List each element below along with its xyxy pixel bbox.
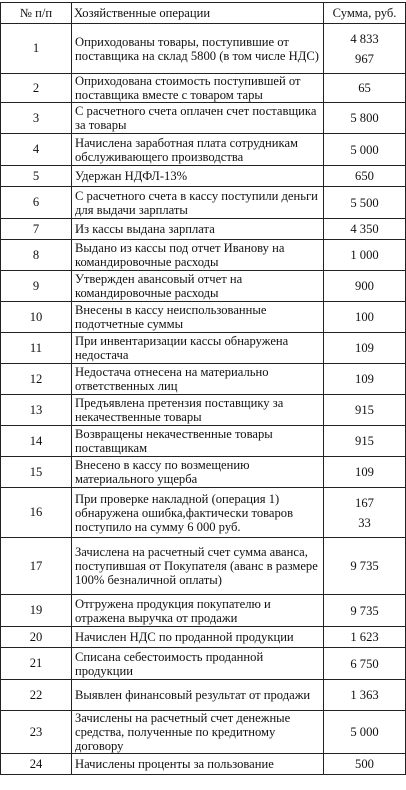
row-operation: Зачислены на расчетный счет денежные средства, полученные по кредитному договору [72, 711, 324, 754]
sum-value: 915 [355, 434, 374, 448]
row-operation: Утвержден авансовый отчет на командировочные расходы [72, 271, 324, 302]
sum-value: 9 735 [350, 603, 379, 618]
row-sum [324, 538, 406, 595]
table-row [1, 395, 406, 426]
row-number: 24 [1, 754, 72, 775]
sum-value: 5 800 [350, 111, 379, 125]
sum-value: 109 [355, 372, 374, 386]
sum-value: 1 000 [350, 248, 379, 262]
table-header-row [1, 3, 406, 24]
row-number: 2 [1, 74, 72, 103]
sum-value: 4 350 [350, 222, 379, 236]
table-row [1, 488, 406, 538]
row-number: 17 [1, 538, 72, 595]
row-sum [324, 648, 406, 680]
row-sum [324, 488, 406, 538]
table-row [1, 187, 406, 219]
row-operation: Зачислена на расчетный счет сумма аванса, поступившая от Покупателя (аванс в размере 100% безналичной оплаты) [72, 538, 324, 595]
table-row [1, 103, 406, 134]
row-sum [324, 103, 406, 134]
sum-value: 100 [355, 310, 374, 324]
table-row [1, 24, 406, 74]
row-operation: Оприходована стоимость поступившей от поставщика вместе с товаром тары [72, 74, 324, 103]
row-operation: Списана себестоимость проданной продукции [72, 648, 324, 680]
sum-value: 900 [355, 279, 374, 293]
header-num: № п/п [1, 3, 72, 24]
table-body [1, 24, 406, 775]
sum-value: 109 [355, 465, 374, 479]
sum-value: 650 [355, 169, 374, 183]
row-operation: При проверке накладной (операция 1) обнаружена ошибка,фактически товаров поступило на сумму 6 000 руб. [72, 488, 324, 538]
row-sum [324, 364, 406, 395]
row-operation: Удержан НДФЛ-13% [72, 166, 324, 187]
sum-value: 109 [355, 341, 374, 355]
row-sum [324, 627, 406, 648]
table-row [1, 134, 406, 166]
row-sum [324, 333, 406, 364]
sum-value: 65 [358, 81, 371, 95]
row-number: 7 [1, 219, 72, 240]
table-row [1, 240, 406, 271]
table-row [1, 711, 406, 754]
table-row [1, 538, 406, 595]
table-row [1, 754, 406, 775]
row-number: 15 [1, 457, 72, 488]
row-sum [324, 240, 406, 271]
row-sum [324, 134, 406, 166]
header-sum: Сумма, руб. [324, 3, 406, 24]
sum-value: 167 [355, 495, 374, 510]
row-operation: Возвращены некачественные товары поставщикам [72, 426, 324, 457]
row-number: 9 [1, 271, 72, 302]
table-row [1, 364, 406, 395]
sum-value: 5 000 [350, 725, 379, 739]
row-operation: Предъявлена претензия поставщику за некачественные товары [72, 395, 324, 426]
row-operation: Внесены в кассу неиспользованные подотчетные суммы [72, 302, 324, 333]
sum-value: 1 363 [350, 688, 379, 702]
sum-value: 915 [355, 403, 374, 417]
row-sum [324, 595, 406, 627]
row-number: 8 [1, 240, 72, 271]
sum-value: 967 [355, 51, 374, 66]
row-sum [324, 74, 406, 103]
row-operation: Оприходованы товары, поступившие от поставщика на склад 5800 (в том числе НДС) [72, 24, 324, 74]
row-sum [324, 711, 406, 754]
row-sum [324, 457, 406, 488]
row-operation: Из кассы выдана зарплата [72, 219, 324, 240]
sum-value: 4 833 [350, 31, 379, 46]
operations-table [0, 2, 406, 775]
row-number: 21 [1, 648, 72, 680]
row-number: 1 [1, 24, 72, 74]
row-sum [324, 219, 406, 240]
sum-value: 33 [358, 515, 371, 530]
row-sum [324, 271, 406, 302]
row-operation: Начислен НДС по проданной продукции [72, 627, 324, 648]
row-operation: Начислены проценты за пользование [72, 754, 324, 775]
row-sum [324, 680, 406, 711]
table-row [1, 457, 406, 488]
row-operation: Выдано из кассы под отчет Иванову на командировочные расходы [72, 240, 324, 271]
row-operation: Начислена заработная плата сотрудникам обслуживающего производства [72, 134, 324, 166]
row-number: 19 [1, 595, 72, 627]
row-number: 20 [1, 627, 72, 648]
row-sum [324, 166, 406, 187]
table-row [1, 595, 406, 627]
row-number: 16 [1, 488, 72, 538]
row-operation: При инвентаризации кассы обнаружена недостача [72, 333, 324, 364]
row-operation: Внесено в кассу по возмещению материального ущерба [72, 457, 324, 488]
row-sum [324, 426, 406, 457]
row-number: 23 [1, 711, 72, 754]
table-row [1, 271, 406, 302]
row-operation: Недостача отнесена на материально ответственных лиц [72, 364, 324, 395]
row-number: 6 [1, 187, 72, 219]
header-operation: Хозяйственные операции [72, 3, 324, 24]
sum-value: 9 735 [350, 559, 379, 573]
row-number: 12 [1, 364, 72, 395]
row-number: 13 [1, 395, 72, 426]
row-number: 14 [1, 426, 72, 457]
sum-value: 5 000 [350, 142, 379, 157]
sum-value: 5 500 [350, 195, 379, 210]
table-row [1, 680, 406, 711]
row-operation: С расчетного счета в кассу поступили деньги для выдачи зарплаты [72, 187, 324, 219]
table-row [1, 333, 406, 364]
row-sum [324, 187, 406, 219]
row-operation: С расчетного счета оплачен счет поставщика за товары [72, 103, 324, 134]
row-number: 22 [1, 680, 72, 711]
row-number: 5 [1, 166, 72, 187]
sum-value: 1 623 [350, 630, 379, 644]
row-sum [324, 24, 406, 74]
row-operation: Отгружена продукция покупателю и отражена выручка от продажи [72, 595, 324, 627]
row-sum [324, 395, 406, 426]
sum-value: 500 [355, 757, 374, 771]
table-row [1, 74, 406, 103]
table-row [1, 426, 406, 457]
table-row [1, 166, 406, 187]
row-number: 10 [1, 302, 72, 333]
row-operation: Выявлен финансовый результат от продажи [72, 680, 324, 711]
row-sum [324, 302, 406, 333]
table-row [1, 648, 406, 680]
table-row [1, 219, 406, 240]
row-sum [324, 754, 406, 775]
row-number: 3 [1, 103, 72, 134]
sum-value: 6 750 [350, 656, 379, 671]
table-row [1, 627, 406, 648]
table-row [1, 302, 406, 333]
row-number: 11 [1, 333, 72, 364]
row-number: 4 [1, 134, 72, 166]
